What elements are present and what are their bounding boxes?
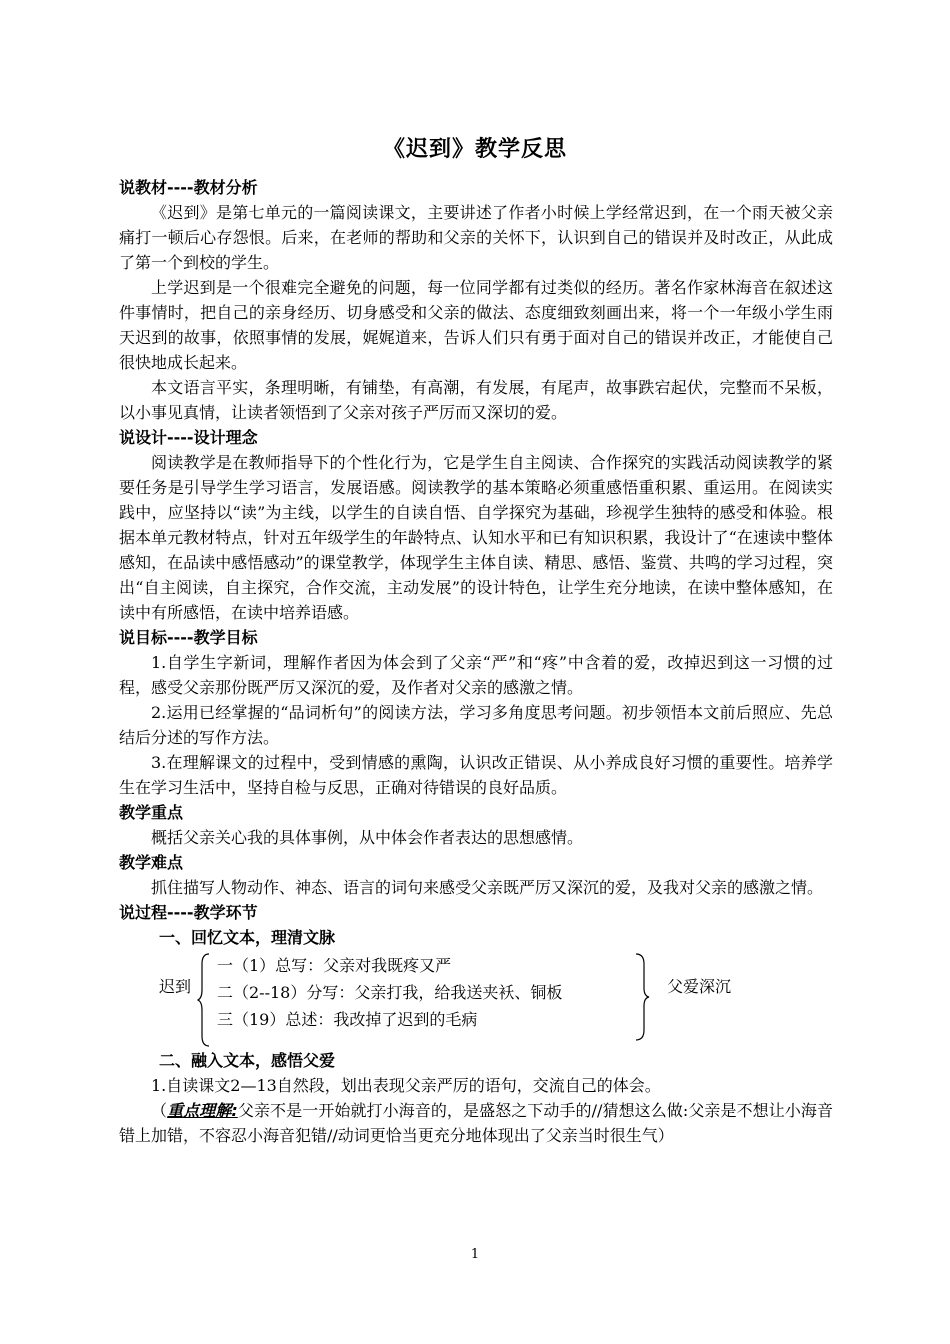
section-heading-key-points: 教学重点 <box>119 803 184 822</box>
paragraph: 《迟到》是第七单元的一篇阅读课文，主要讲述了作者小时候上学经常迟到，在一个雨天被父亲痛打一顿后心存怨恨。后来，在老师的帮助和父亲的关怀下，认识到自己的错误并及时改正，从此成了第一个到校的学生。 <box>119 203 833 272</box>
open-paren: （ <box>151 1101 168 1120</box>
paragraph: 阅读教学是在教师指导下的个性化行为，它是学生自主阅读、合作探究的实践活动阅读教学的紧要任务是引导学生学习语言，发展语感。阅读教学的基本策略必须重感悟重积累、重运用。在阅读实践中，应坚持以“读”为主线，以学生的自读自悟、自学探究为基础，珍视学生独特的感受和体验。根据本单元教材特点，针对五年级学生的年龄特点、认知水平和已有知识积累，我设计了“在速读中整体感知，在品读中感悟感动”的课堂教学，体现学生主体自读、精思、感悟、鉴赏、共鸣的学习过程，突出“自主阅读，自主探究，合作交流，主动发展”的设计特色，让学生充分地读，在读中整体感知，在读中有所感悟，在读中培养语感。 <box>119 453 833 622</box>
left-brace <box>197 952 211 1048</box>
page-number: 1 <box>470 1247 480 1262</box>
outline-summary-label: 父爱深沉 <box>667 977 732 996</box>
subheading-recall: 一、回忆文本，理清文脉 <box>159 928 336 947</box>
key-understanding-label: 重点理解: <box>167 1101 238 1120</box>
paragraph: 3.在理解课文的过程中，受到情感的熏陶，认识改正错误、从小养成良好习惯的重要性。培养学生在学习生活中，坚持自检与反思，正确对待错误的良好品质。 <box>119 753 833 797</box>
paragraph: 1.自学生字新词，理解作者因为体会到了父亲“严”和“疼”中含着的爱，改掉迟到这一习惯的过程，感受父亲那份既严厉又深沉的爱，及作者对父亲的感激之情。 <box>119 653 833 697</box>
outline-items <box>217 952 562 1033</box>
structure-outline <box>119 952 833 1048</box>
document-body <box>119 175 833 1148</box>
key-understanding-text: 父亲不是一开始就打小海音的，是盛怒之下动手的//猜想这么做:父亲是不想让小海音错上加错，不容忍小海音犯错//动词更恰当更充分地体现出了父亲当时很生气） <box>119 1101 833 1145</box>
paragraph: 本文语言平实，条理明晰，有铺垫，有高潮，有发展，有尾声，故事跌宕起伏，完整而不呆板，以小事见真情，让读者领悟到了父亲对孩子严厉而又深切的爱。 <box>119 378 833 422</box>
outline-root-label: 迟到 <box>159 977 192 996</box>
section-heading-process: 说过程----教学环节 <box>119 903 258 922</box>
paragraph: 上学迟到是一个很难完全避免的问题，每一位同学都有过类似的经历。著名作家林海音在叙述这件事情时，把自己的亲身经历、切身感受和父亲的做法、态度细致刻画出来，将一个一年级小学生雨天迟到的故事，依照事情的发展，娓娓道来，告诉人们只有勇于面对自己的错误并改正，才能使自己很快地成长起来。 <box>119 278 833 372</box>
paragraph: 2.运用已经掌握的“品词析句”的阅读方法，学习多角度思考问题。初步领悟本文前后照应、先总结后分述的写作方法。 <box>119 703 833 747</box>
outline-item: 二（2--18）分写：父亲打我，给我送夹袄、铜板 <box>217 983 563 1002</box>
paragraph: 概括父亲关心我的具体事例，从中体会作者表达的思想感情。 <box>151 828 584 847</box>
section-heading-difficulties: 教学难点 <box>119 853 184 872</box>
section-heading-goals: 说目标----教学目标 <box>119 628 258 647</box>
document-title: 《迟到》教学反思 <box>382 137 567 162</box>
paragraph: 1.自读课文2—13自然段，划出表现父亲严厉的语句，交流自己的体会。 <box>151 1076 661 1095</box>
section-heading-design: 说设计----设计理念 <box>119 428 258 447</box>
paragraph-key-understanding <box>119 1098 833 1148</box>
right-brace <box>634 952 650 1042</box>
outline-item: 三（19）总述：我改掉了迟到的毛病 <box>217 1010 478 1029</box>
paragraph: 抓住描写人物动作、神态、语言的词句来感受父亲既严厉又深沉的爱，及我对父亲的感激之情。 <box>151 878 824 897</box>
outline-item: 一（1）总写：父亲对我既疼又严 <box>217 956 452 975</box>
subheading-immerse: 二、融入文本，感悟父爱 <box>159 1051 336 1070</box>
section-heading-textbook: 说教材----教材分析 <box>119 178 258 197</box>
